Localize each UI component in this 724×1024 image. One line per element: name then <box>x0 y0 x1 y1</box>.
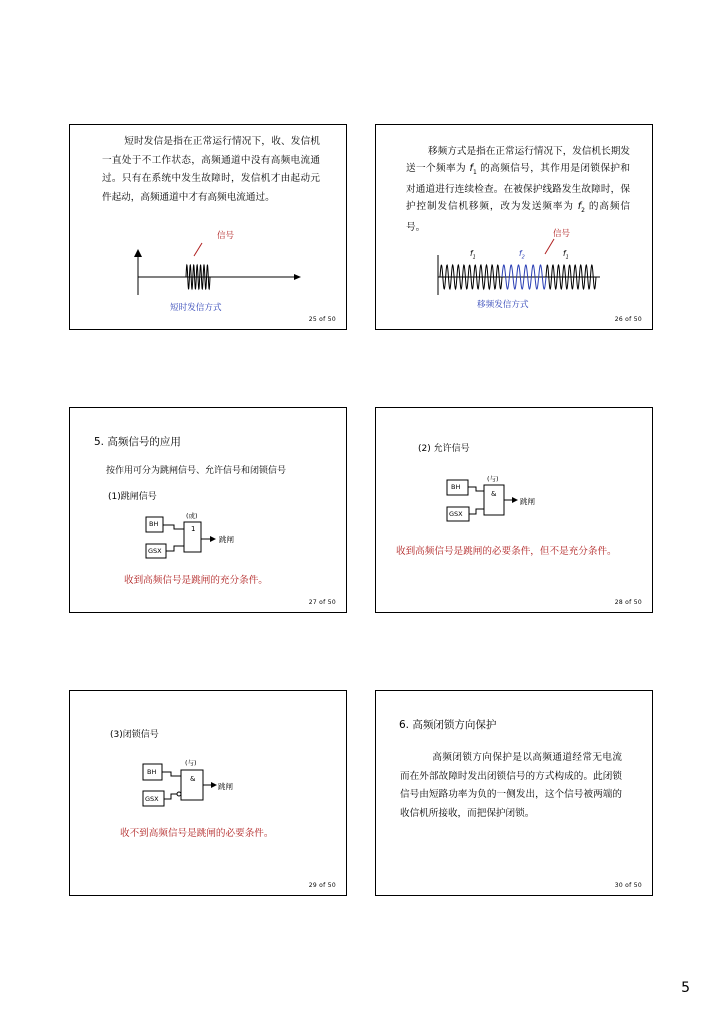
gate-type-label: (与) <box>487 475 499 483</box>
input-gsx: GSX <box>145 795 159 803</box>
input-bh: BH <box>147 768 157 776</box>
input-gsx: GSX <box>148 547 162 555</box>
slide-intro: 按作用可分为跳闸信号、允许信号和闭锁信号 <box>106 466 287 476</box>
gate-symbol: 1 <box>191 525 196 533</box>
slide-page-number: 26 of 50 <box>614 316 642 323</box>
gate-symbol: & <box>491 490 497 498</box>
and-gate-diagram <box>70 691 348 897</box>
signal-label: 信号 <box>553 229 571 239</box>
output-trip: 跳闸 <box>520 497 535 506</box>
slide-page-number: 29 of 50 <box>308 882 336 889</box>
diagram-caption: 短时发信方式 <box>170 303 222 313</box>
slide-paragraph: 高频闭锁方向保护是以高频通道经常无电流而在外部故障时发出闭锁信号的方式构成的。此闭锁信号由短路功率为负的一侧发出，这个信号被两端的收信机所接收，而把保护闭锁。 <box>400 752 622 819</box>
freq-label-f1-right: $f_1$ <box>563 249 569 261</box>
slide-25 <box>69 124 347 330</box>
output-trip: 跳闸 <box>219 535 234 544</box>
output-trip: 跳闸 <box>218 782 233 791</box>
slide-27 <box>69 407 347 613</box>
slide-paragraph: 移频方式是指在正常运行情况下，发信机长期发送一个频率为 $f_1$ 的高频信号，其作用是闭锁保护和对通道进行连续检查。在被保护线路发生故障时，保护控制发信机移频，改为发送频率为 $f_2$ 的高频信号。 <box>406 146 630 233</box>
gate-type-label: (或) <box>186 512 198 520</box>
slide-28 <box>375 407 653 613</box>
slide-conclusion: 收不到高频信号是跳闸的必要条件。 <box>120 828 274 839</box>
slide-paragraph: 短时发信是指在正常运行情况下，收、发信机一直处于不工作状态，高频通道中没有高频电流通过。只有在系统中发生故障时，发信机才由起动元件起动，高频通道中才有高频电流通过。 <box>102 136 320 203</box>
slide-conclusion: 收到高频信号是跳闸的必要条件，但不是充分条件。 <box>396 546 617 557</box>
slide-26 <box>375 124 653 330</box>
and-gate-diagram <box>376 408 654 614</box>
slide-page-number: 25 of 50 <box>308 316 336 323</box>
slide-30 <box>375 690 653 896</box>
slide-subtitle: (1)跳闸信号 <box>108 492 157 502</box>
gate-symbol: & <box>190 775 196 783</box>
diagram-caption: 移频发信方式 <box>477 300 529 310</box>
slide-page-number: 27 of 50 <box>308 599 336 606</box>
slide-29 <box>69 690 347 896</box>
slide-subtitle: (3)闭锁信号 <box>110 730 159 740</box>
gate-type-label: (与) <box>185 759 197 767</box>
slide-subtitle: (2) 允许信号 <box>418 444 470 454</box>
page-number: 5 <box>681 980 690 996</box>
input-bh: BH <box>149 520 159 528</box>
slide-title: 6. 高频闭锁方向保护 <box>399 719 497 731</box>
signal-label: 信号 <box>217 231 235 241</box>
slide-conclusion: 收到高频信号是跳闸的充分条件。 <box>124 575 268 586</box>
freq-label-f2: $f_2$ <box>519 249 525 261</box>
slide-page-number: 28 of 50 <box>614 599 642 606</box>
slide-page-number: 30 of 50 <box>614 882 642 889</box>
slide-title: 5. 高频信号的应用 <box>94 436 181 448</box>
input-gsx: GSX <box>449 510 463 518</box>
freq-label-f1-left: $f_1$ <box>470 249 476 261</box>
input-bh: BH <box>451 483 461 491</box>
